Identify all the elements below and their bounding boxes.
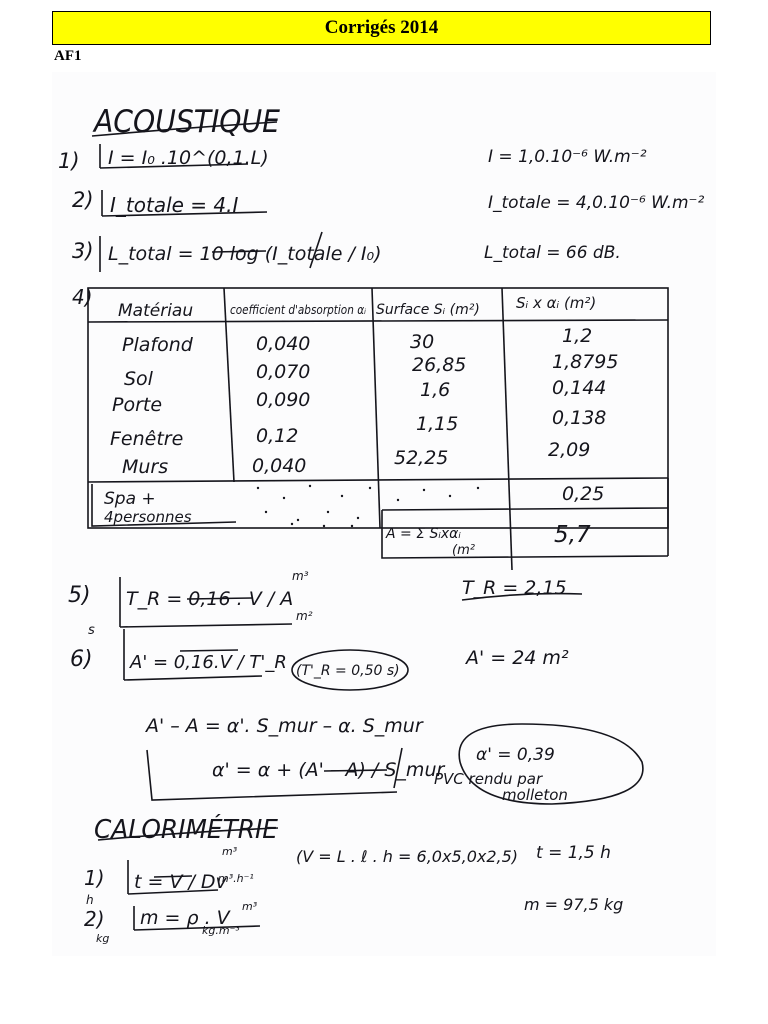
q5-answer: T_R = 2,15: [462, 577, 567, 599]
handwriting-canvas: [52, 72, 716, 956]
q3-formula: L_total = 10 log (I_totale / I₀): [108, 243, 382, 265]
row-surface: 52,25: [394, 447, 449, 469]
cal-q1-formula: t = V / Dv: [134, 871, 227, 893]
cal-q1-volume: (V = L . ℓ . h = 6,0x5,0x2,5): [296, 847, 519, 866]
q6-answer: A' = 24 m²: [466, 647, 569, 669]
cal-q2-answer: m = 97,5 kg: [524, 895, 624, 914]
row-product: 0,138: [552, 407, 607, 429]
q6-given: (T'_R = 0,50 s): [296, 663, 400, 679]
row-coefficient: 0,040: [252, 455, 307, 477]
q6-result: α' = 0,39: [476, 745, 555, 765]
spa-label-line1: Spa +: [104, 489, 156, 509]
q2-number: 2): [72, 188, 94, 212]
row-coefficient: 0,12: [256, 425, 299, 447]
row-material: Murs: [122, 456, 169, 478]
sum-label: A = Σ Sᵢxαᵢ: [386, 526, 461, 542]
row-material: Porte: [112, 394, 163, 416]
q5-number: 5): [68, 583, 91, 608]
cal-q1-answer: t = 1,5 h: [536, 843, 611, 863]
row-material: Sol: [124, 368, 153, 390]
q6-step1: A' – A = α'. S_mur – α. S_mur: [146, 715, 423, 737]
q6-fraction-bar: [180, 650, 238, 651]
table-header-product: Sᵢ x αᵢ (m²): [516, 294, 597, 312]
row-surface: 1,6: [420, 379, 451, 401]
section-label: AF1: [54, 48, 82, 64]
cal-q2-note-volume: m³: [242, 900, 258, 913]
q6-formula: A' = 0,16.V / T'_R: [130, 652, 287, 673]
row-surface: 30: [410, 331, 435, 353]
cal-q2-number: 2): [84, 907, 105, 931]
q1-number: 1): [58, 149, 80, 173]
q6-note-line1: PVC rendu par: [434, 770, 543, 788]
handwritten-page: [52, 72, 716, 956]
acoustique-heading: ACOUSTIQUE: [92, 104, 281, 140]
q5-note-volume: m³: [292, 569, 309, 583]
q1-answer: I = 1,0.10⁻⁶ W.m⁻²: [488, 147, 647, 167]
q5-note-seconds: s: [88, 623, 95, 638]
q2-formula: I_totale = 4.I: [110, 193, 239, 217]
cal-q1-number: 1): [84, 866, 105, 890]
q1-formula: I = I₀ .10^(0,1.L): [108, 147, 269, 169]
q2-answer: I_totale = 4,0.10⁻⁶ W.m⁻²: [488, 193, 705, 213]
row-material: Fenêtre: [110, 428, 184, 450]
q5-formula: T_R = 0,16 . V / A: [126, 588, 294, 610]
q6-note-line2: molleton: [502, 786, 568, 804]
row-product: 1,2: [562, 325, 593, 347]
row-product: 1,8795: [552, 351, 619, 373]
cal-q2-note-kg: kg: [96, 932, 110, 945]
cal-q1-note-hours: h: [86, 893, 94, 907]
row-surface: 1,15: [416, 413, 459, 435]
q3-number: 3): [72, 239, 94, 263]
q5-note-area: m²: [296, 609, 313, 623]
sum-unit: (m²: [452, 543, 475, 558]
row-coefficient: 0,070: [256, 361, 311, 383]
cal-q1-note-volume: m³: [222, 845, 238, 858]
calorimetrie-heading: CALORIMÉTRIE: [94, 815, 287, 845]
cal-q1-note-flow: m³.h⁻¹: [218, 872, 254, 885]
table-header-coefficient: coefficient d'absorption αᵢ: [230, 303, 366, 317]
row-product: 2,09: [548, 439, 591, 461]
spa-label-line2: 4personnes: [104, 508, 192, 526]
table-header-surface: Surface Sᵢ (m²): [376, 302, 480, 318]
row-coefficient: 0,090: [256, 389, 311, 411]
q3-answer: L_total = 66 dB.: [484, 243, 621, 263]
q6-step2: α' = α + (A' – A) / S_mur: [212, 759, 445, 781]
table-header-material: Matériau: [118, 301, 194, 321]
cal-q2-note-density: kg.m⁻³: [202, 924, 240, 937]
q6-number: 6): [70, 647, 93, 672]
row-product: 0,144: [552, 377, 607, 399]
cal-q2-formula: m = ρ . V: [140, 907, 230, 929]
title-band: Corrigés 2014: [52, 11, 711, 45]
sum-value: 5,7: [554, 522, 591, 548]
q4-number: 4): [72, 285, 93, 309]
row-material: Plafond: [122, 334, 193, 356]
row-surface: 26,85: [412, 354, 467, 376]
spa-product: 0,25: [562, 483, 605, 505]
row-coefficient: 0,040: [256, 333, 311, 355]
